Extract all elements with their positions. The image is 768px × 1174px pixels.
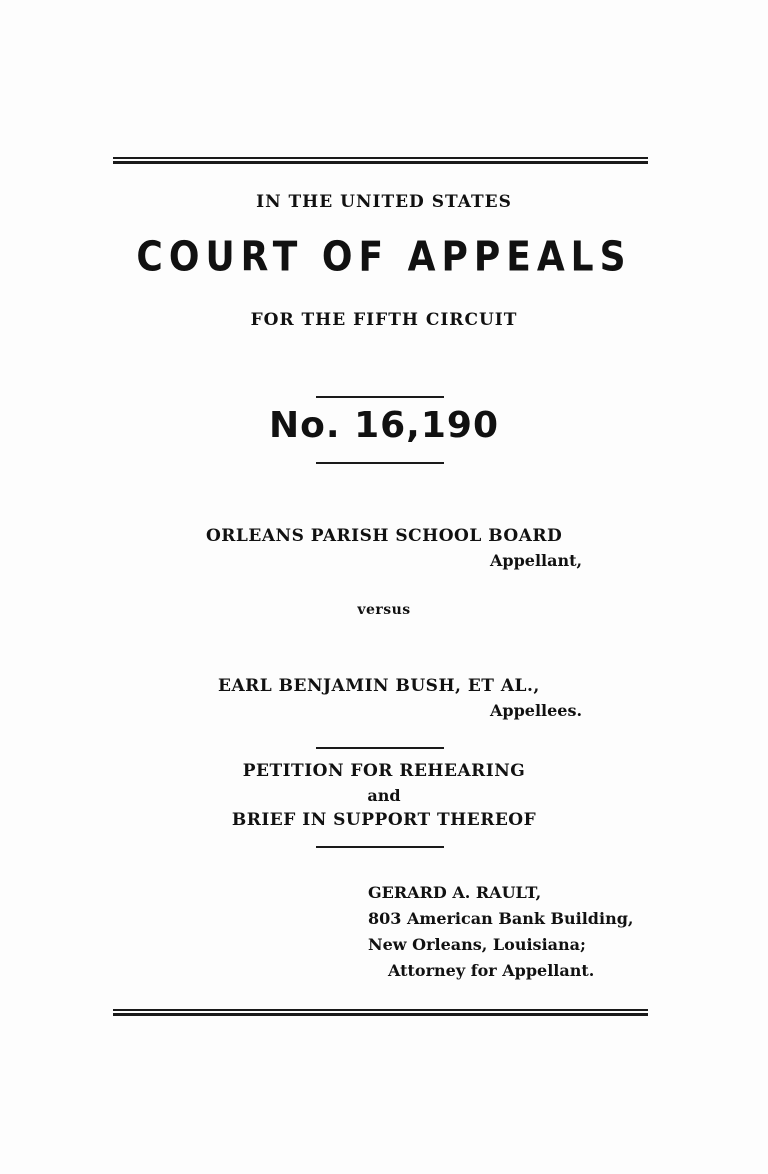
court-circuit: FOR THE FIFTH CIRCUIT	[250, 310, 518, 330]
attorney-name: GERARD A. RAULT,	[368, 883, 542, 902]
versus-label: versus	[357, 602, 411, 618]
appellant-name: ORLEANS PARISH SCHOOL BOARD	[206, 526, 563, 546]
docket-rule-bottom	[316, 462, 444, 464]
bottom-double-rule	[113, 1009, 648, 1016]
document-title-line-2: and	[367, 786, 401, 805]
top-double-rule	[113, 157, 648, 164]
petition-rule-top	[316, 747, 444, 749]
appellee-name: EARL BENJAMIN BUSH, ET AL.,	[218, 676, 540, 696]
appellant-role: Appellant,	[490, 551, 583, 570]
attorney-block	[368, 880, 633, 984]
attorney-address-2: New Orleans, Louisiana;	[368, 935, 586, 954]
appellee-role: Appellees.	[490, 701, 583, 720]
petition-rule-bottom	[316, 846, 444, 848]
document-title-line-1: PETITION FOR REHEARING	[242, 761, 526, 781]
attorney-address-1: 803 American Bank Building,	[368, 909, 634, 928]
document-title-line-3: BRIEF IN SUPPORT THEREOF	[231, 810, 537, 830]
docket-rule-top	[316, 396, 444, 398]
attorney-role: Attorney for Appellant.	[388, 961, 595, 980]
docket-number: No. 16,190	[269, 405, 499, 446]
court-title: COURT OF APPEALS	[136, 233, 632, 282]
court-line-1: IN THE UNITED STATES	[256, 192, 512, 212]
